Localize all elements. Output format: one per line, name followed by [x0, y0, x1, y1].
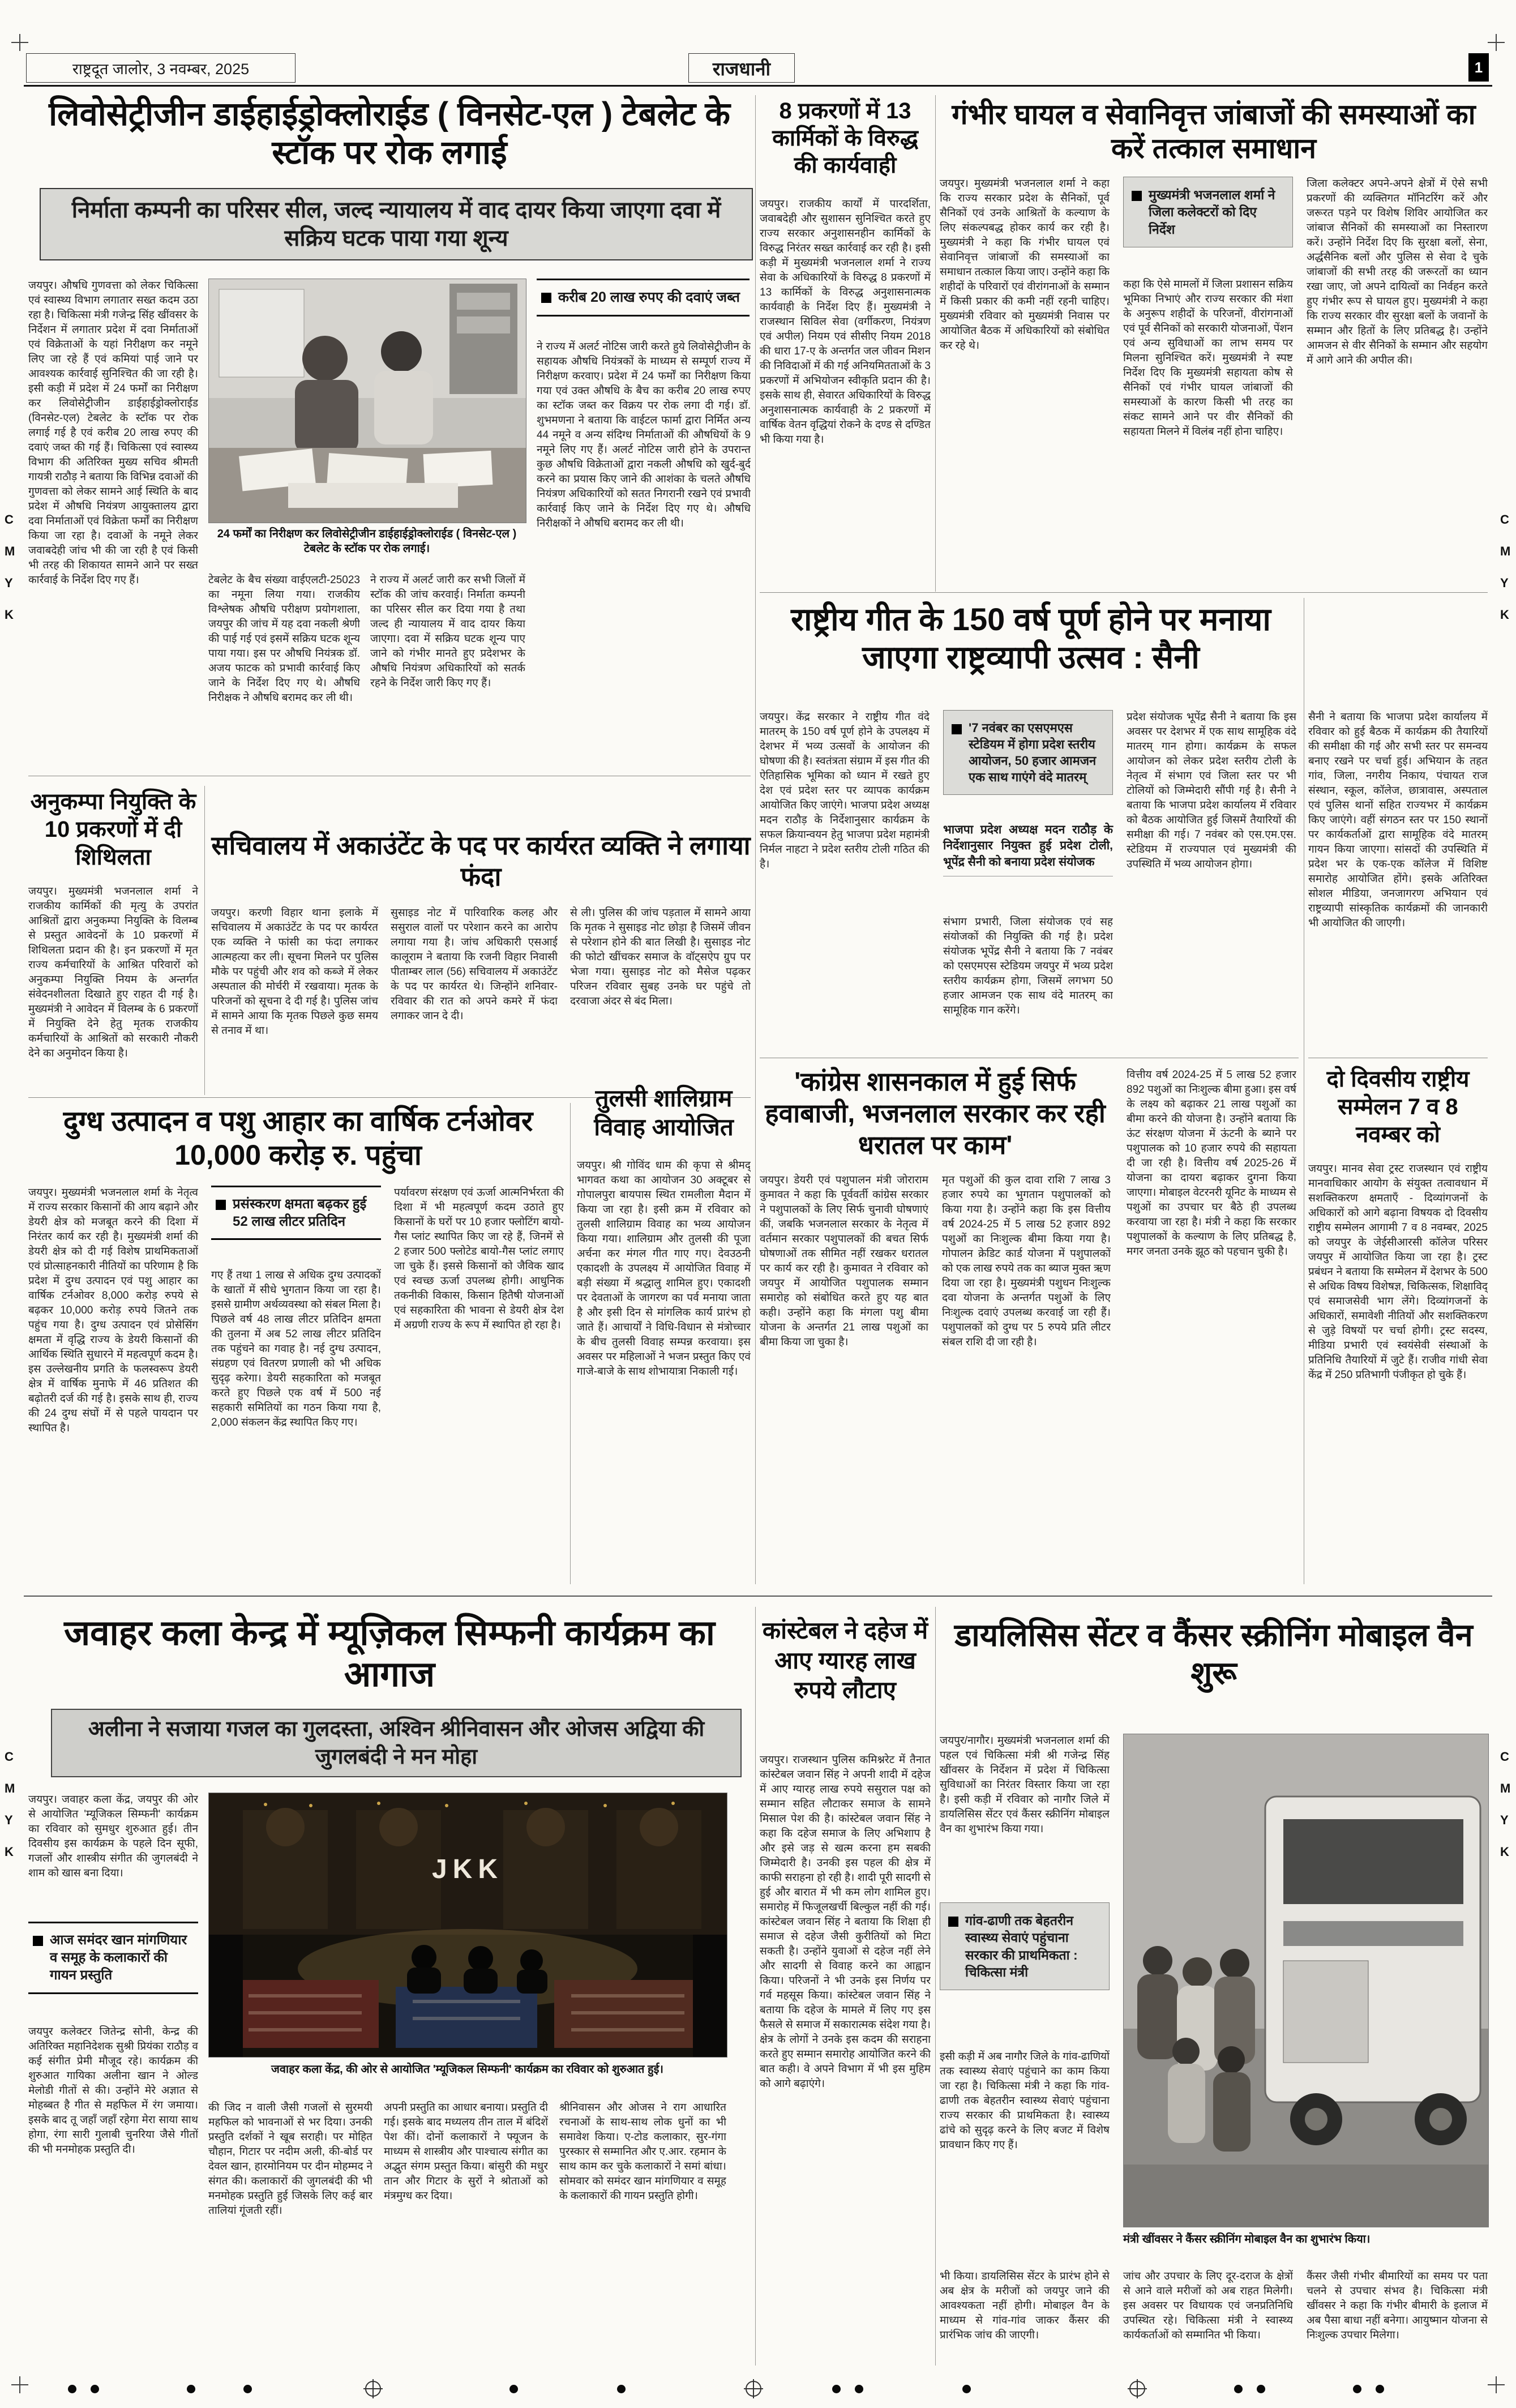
bullet-square-icon: [1132, 191, 1142, 201]
article-tulsi-headline: तुलसी शालिग्राम विवाह आयोजित: [594, 1085, 734, 1141]
drug-photo-caption: 24 फर्मों का निरीक्षण कर लिवोसेट्रीजीन डाईहाईड्रोक्लोराईड ( विनसेट-एल ) टेबलेट के स्टॉक पर रोक लगाई।: [217, 528, 517, 555]
article-suicide-body-col: सुसाइड नोट में पारिवारिक कलह और ससुराल वालों पर परेशान करने का आरोप लगाया गया है। जांच अधिकारी एसआई कालूराम ने बताया कि रजनी विहार निवासी पीताम्बर लाल (56) सचिवालय में अकाउंटेंट के पद पर कार्यरत थे। जिन्होंने शनिवार-रविवार की रात को अपने कमरे में फंदा लगाकर जान दे दी।: [391, 907, 558, 1023]
column-rule: [570, 1103, 571, 1584]
column-rule: [935, 95, 936, 592]
print-dot: [1376, 2385, 1384, 2393]
article-jkk-body-col: श्रीनिवासन और ओजस ने राग आधारित रचनाओं के साथ-साथ लोक धुनों का भी समावेश किया। ए-टोड कलाकार, सुर-गंगा पुरस्कार से सम्मानित और ए.आर. रहमान के साथ काम कर चुके कलाकारों ने समां बांधा। सोमवार को समंदर खान मांगणियार व समूह के कलाकारों की गायन प्रस्तुति होगी।: [559, 2102, 726, 2202]
article-jkk-body-col: अपनी प्रस्तुति का आधार बनाया। प्रस्तुति दी गई। इसके बाद मध्यलय तीन ताल में बंदिशें पेश कीं। दोनों कलाकारों ने फ्यूजन के माध्यम से शास्त्रीय और पाश्चात्य संगीत का अद्भुत संगम प्रस्तुत किया। बांसुरी की मधुर तान और गिटार के सुरों ने श्रोताओं को मंत्रमुग्ध कर दिया।: [384, 2102, 548, 2202]
registration-crosshair: [1127, 2378, 1148, 2400]
article-compassionate-body: जयपुर। मुख्यमंत्री भजनलाल शर्मा ने राजकीय कार्मिकों की मृत्यु के उपरांत आश्रितों द्वारा अनुकम्पा नियुक्ति के विलम्ब से प्रस्तुत आवेदनों के 10 प्रकरणों में शिथिलता प्रदान की है। इन प्रकरणों में मृत राज्य कर्मचारियों के आश्रित परिवारों को अनुकम्पा नियुक्ति नियम के अन्तर्गत संवेदनशीलता दिखाते हुए राहत दी गई है। मुख्यमंत्री ने आवेदन में विलम्ब के 6 प्रकरणों में नियुक्ति देने हेतु मृतक राजकीय कर्मचारियों के आश्रितों को सरकारी नौकरी देने का अनुमोदन किया है।: [28, 886, 198, 1060]
article-anthem-body-col: प्रदेश संयोजक भूपेंद्र सैनी ने बताया कि इस अवसर पर देशभर में एक साथ सामूहिक वंदे मातरम् गान होगा। कार्यक्रम के सफल आयोजन को लेकर प्रदेश स्तरीय टोली के नेतृत्व में संभाग एवं जिला स्तर पर भी टोलियों को जिम्मेदारी सौंपी गई है। सैनी ने बताया कि भाजपा प्रदेश कार्यालय में रविवार को बैठक आयोजित हुई जिसमें तैयारियों की समीक्षा की गई। 7 नवंबर को एस.एम.एस. स्टेडियम में राज्यपाल एवं मुख्यमंत्री की उपस्थिति में भव्य आयोजन होगा।: [1127, 711, 1296, 871]
masthead-rule: [24, 85, 1492, 87]
article-soldiers-body-col: कहा कि ऐसे मामलों में जिला प्रशासन सक्रिय भूमिका निभाएं और राज्य सरकार की मंशा के अनुरूप शहीदों के परिजनों, वीरांगनाओं एवं पूर्व सैनिकों को सरकारी योजनाओं, पेंशन एवं अन्य सुविधाओं का लाभ समय पर मिलना सुनिश्चित करें। मुख्यमंत्री ने स्पष्ट निर्देश दिए कि मुख्यमंत्री सहायता कोष से सैनिकों एवं गंभीर घायल जांबाजों की समस्याओं के कारण किसी भी तरह का संकट सामने आने पर वीर सैनिकों की सहायता मिलने में विलंब नहीं होना चाहिए।: [1123, 279, 1293, 438]
article-drug-subhead: निर्माता कम्पनी का परिसर सील, जल्द न्यायालय में वाद दायर किया जाएगा दवा में सक्रिय घटक पाया गया शून्य: [40, 188, 753, 260]
cmyk-k: K: [5, 1845, 14, 1859]
cmyk-c: C: [1500, 1750, 1509, 1764]
article-dialysis-body-col: जयपुर/नागौर। मुख्यमंत्री भजनलाल शर्मा की पहल एवं चिकित्सा मंत्री श्री गजेन्द्र सिंह खींवसर के निर्देशन में प्रदेश में चिकित्सा सुविधाओं का निरंतर विस्तार किया जा रहा है। इसी कड़ी में रविवार को नागौर जिले में डायलिसिस सेंटर एवं कैंसर स्क्रीनिंग मोबाइल वैन का शुभारंभ किया गया।: [940, 1735, 1110, 1836]
cmyk-k: K: [1500, 1845, 1509, 1859]
jkk-photo-caption: जवाहर कला केंद्र, की ओर से आयोजित 'म्यूजिकल सिम्फनी' कार्यक्रम का रविवार को शुरुआत हुई।: [271, 2063, 663, 2076]
article-congress-body-col: वित्तीय वर्ष 2024-25 में 5 लाख 52 हजार 892 पशुओं का निःशुल्क बीमा हुआ। इस वर्ष के लक्ष्य को बढ़ाकर 21 लाख पशुओं का बीमा करने की योजना है। उन्होंने बताया कि ऊंट संरक्षण योजना में ऊंटनी के ब्याने पर पशुपालक को 10 हजार रुपये की सहायता दी जा रही है। वित्तीय वर्ष 2025-26 में योजना का दायरा बढ़ाकर दुगना किया जाएगा। मोबाइल वेटरनरी यूनिट के माध्यम से पशुओं का उपचार घर बैठे ही उपलब्ध करवाया जा रहा है। मंत्री ने कहा कि सरकार पशुपालकों के कल्याण के लिए प्रतिबद्ध है, मगर जनता उनके झूठ को पहचान चुकी है।: [1127, 1069, 1296, 1258]
article-jkk-body-col: जयपुर। जवाहर कला केंद्र, जयपुर की ओर से आयोजित 'म्यूजिकल सिम्फनी' कार्यक्रम का रविवार को सुमधुर शुरुआत हुई। तीन दिवसीय इस कार्यक्रम के पहले दिन सूफी, गजलों और शास्त्रीय संगीत की जुगलबंदी ने शाम को खास बना दिया।: [28, 1794, 198, 1880]
article-action8-body: जयपुर। राजकीय कार्यों में पारदर्शिता, जवाबदेही और सुशासन सुनिश्चित करते हुए राज्य सरकार अनुशासनहीन कार्मिकों के विरुद्ध निरंतर सख्त कार्रवाई कर रही है। इसी कड़ी में मुख्यमंत्री भजनलाल शर्मा ने राज्य सेवा के अधिकारियों के विरुद्ध 8 प्रकरणों में 13 कार्मिकों के विरुद्ध अनुशासनात्मक कार्यवाही के निर्देश दिए हैं। मुख्यमंत्री ने राजस्थान सिविल सेवा (वर्गीकरण, नियंत्रण एवं अपील) नियम एवं सीसीए नियम 2018 की धारा 17-ए के अन्तर्गत जल जीवन मिशन की निविदाओं में की गई अनियमितताओं के 3 प्रकरणों में अभियोजन स्वीकृति प्रदान की है। इसके साथ ही, सेवारत अधिकारियों के विरुद्ध अनुशासनात्मक कार्यवाही के 2 प्रकरणों में वार्षिक वेतन वृद्धियां रोकने के दण्ड से दण्डित भी किया गया है।: [760, 198, 931, 446]
article-anthem-body-col: संभाग प्रभारी, जिला संयोजक एवं सह संयोजकों की नियुक्ति की गई है। प्रदेश संयोजक भूपेंद्र सैनी ने बताया कि 7 नवंबर को एसएमएस स्टेडियम जयपुर में भव्य प्रदेश स्तरीय कार्यक्रम होगा, जिसमें लगभग 50 हजार आमजन एक साथ वंदे मातरम् का सामूहिक गान करेंगे।: [943, 916, 1113, 1017]
jkk-stage-photo: [208, 1793, 727, 2058]
print-dot: [962, 2385, 971, 2393]
print-dot: [1234, 2385, 1243, 2393]
bullet-square-icon: [952, 724, 962, 734]
column-rule: [755, 95, 756, 1584]
dialysis-note-text: गांव-ढाणी तक बेहतरीन स्वास्थ्य सेवाएं पहुंचाना सरकार की प्राथमिकता : चिकित्सा मंत्री: [965, 1913, 1078, 1980]
article-dialysis-body-col: इसी कड़ी में अब नागौर जिले के गांव-ढाणियों तक स्वास्थ्य सेवाएं पहुंचाने का काम किया जा रहा है। चिकित्सा मंत्री ने कहा कि गांव-ढाणी तक बेहतरीन स्वास्थ्य सेवाएं पहुंचाना राज्य सरकार की प्राथमिकता है। स्वास्थ्य ढांचे को सुदृढ़ करने के लिए बजट में विशेष प्रावधान किए गए हैं।: [940, 2051, 1110, 2152]
registration-mark: [1487, 33, 1506, 52]
drug-highlight-text: करीब 20 लाख रुपए की दवाएं जब्त: [558, 289, 740, 305]
cmyk-m: M: [1500, 1781, 1511, 1795]
print-dot: [187, 2385, 195, 2393]
article-suicide-headline: सचिवालय में अकाउंटेंट के पद पर कार्यरत व्यक्ति ने लगाया फंदा: [211, 831, 751, 892]
registration-mark: [1487, 2375, 1506, 2394]
print-dot: [243, 2385, 252, 2393]
article-constable-body: जयपुर। राजस्थान पुलिस कमिश्नरेट में तैनात कांस्टेबल जवान सिंह ने अपनी शादी में दहेज में आए ग्यारह लाख रुपये ससुराल पक्ष को सम्मान सहित लौटाकर समाज के सामने मिसाल पेश की है। कांस्टेबल जवान सिंह ने कहा कि दहेज समाज के लिए अभिशाप है और इसे जड़ से खत्म करना हम सबकी जिम्मेदारी है। उनकी इस पहल की क्षेत्र में काफी सराहना हो रही है। शादी पूरी सादगी से हुई और बारात में भी कम लोग शामिल हुए। समारोह में फिजूलखर्ची बिल्कुल नहीं की गई। कांस्टेबल जवान सिंह ने बताया कि शिक्षा ही समाज से दहेज जैसी कुरीतियों को मिटा सकती है। उन्होंने युवाओं से दहेज नहीं लेने और सादगी से विवाह करने का आह्वान किया। परिजनों ने भी उनके इस निर्णय पर गर्व महसूस किया। कांस्टेबल जवान सिंह ने बताया कि दहेज के मामले में लिए गए इस फैसले से समाज में सकारात्मक संदेश गया है। क्षेत्र के लोगों ने उनके इस कदम की सराहना करते हुए सम्मान समारोह आयोजित करने की बात कही। वे अपने विभाग में भी इस मुहिम को आगे बढ़ाएंगे।: [760, 1754, 931, 2090]
section-rule: [24, 1596, 1492, 1597]
cmyk-m: M: [5, 1781, 15, 1795]
print-dot: [832, 2385, 841, 2393]
article-dairy-body-col: जयपुर। मुख्यमंत्री भजनलाल शर्मा के नेतृत्व में राज्य सरकार किसानों की आय बढ़ाने और डेयरी क्षेत्र को मजबूत करने की दिशा में निरंतर कार्य कर रही है। मुख्यमंत्री शर्मा की डेयरी क्षेत्र को दी गई विशेष प्राथमिकताओं एवं प्रोत्साहनकारी नीतियों का परिणाम है कि प्रदेश में दुग्ध उत्पादन एवं पशु आहार का वार्षिक टर्नओवर 8,000 करोड़ रुपये से बढ़कर 10,000 करोड़ रुपये जितने तक पहुंच गया है। दुग्ध उत्पादन एवं प्रोसेसिंग क्षमता में वृद्धि राज्य के डेयरी किसानों की आर्थिक स्थिति सुधारने में महत्वपूर्ण कदम है। इस उल्लेखनीय प्रगति के फलस्वरूप डेयरी क्षेत्र में वार्षिक मुनाफे में 46 प्रतिशत की बढ़ोतरी दर्ज की गई है। इसके साथ ही, राज्य की 24 दुग्ध संघों में से पहले पायदान पर स्थापित है।: [28, 1187, 198, 1435]
bullet-square-icon: [541, 293, 551, 303]
registration-mark: [10, 33, 29, 52]
registration-mark: [10, 2375, 29, 2394]
jkk-logo-text: JKK: [431, 1854, 504, 1884]
registration-crosshair: [362, 2378, 384, 2400]
dairy-highlight-box: [211, 1186, 381, 1240]
print-dot: [91, 2385, 99, 2393]
article-congress-body-col: मृत पशुओं की कुल दावा राशि 7 लाख 3 हजार रुपये का भुगतान पशुपालकों को किया गया है। उन्होंने कहा कि इस वित्तीय वर्ष 2024-25 में 5 लाख 52 हजार 892 पशुओं का निःशुल्क बीमा किया गया है। गोपालन क्रेडिट कार्ड योजना में पशुपालकों को एक लाख रुपये तक का ब्याज मुक्त ऋण दिया जा रहा है। मुख्यमंत्री पशुधन निःशुल्क दवा योजना के अन्तर्गत पशुओं के लिए निःशुल्क दवाएं उपलब्ध करवाई जा रही हैं। पशुपालकों को दुग्ध पर 5 रुपये प्रति लीटर संबल राशि दी जा रही है।: [942, 1174, 1111, 1349]
cmyk-m: M: [5, 544, 15, 558]
article-dairy-body-col: गए हैं तथा 1 लाख से अधिक दुग्ध उत्पादकों के खातों में सीधे भुगतान किया जा रहा है। इससे ग्रामीण अर्थव्यवस्था को संबल मिला है। पिछले वर्ष 48 लाख लीटर प्रतिदिन क्षमता की तुलना में अब 52 लाख लीटर प्रतिदिन तक पहुंचने का गवाह है। नई दुग्ध उत्पादन, संग्रहण एवं वितरण प्रणाली को भी अधिक सुदृढ़ करेगा। डेयरी सहकारिता को मजबूत करते हुए पिछले एक वर्ष में 500 नई सहकारी समितियों का गठन किया गया है, 2,000 संकलन केंद्र स्थापित किए गए।: [211, 1269, 381, 1429]
article-dairy-body-col: पर्यावरण संरक्षण एवं ऊर्जा आत्मनिर्भरता की दिशा में भी महत्वपूर्ण कदम उठाते हुए किसानों के घरों पर 10 हजार फ्लोटिंग बायो-गैस प्लांट स्थापित किए जा रहे हैं, जिनमें से 2 हजार 500 फ्लोटेड बायो-गैस प्लांट लगाए जा चुके हैं। इससे किसानों को जैविक खाद एवं स्वच्छ ऊर्जा उपलब्ध होगी। आधुनिक तकनीकी विकास, किसान हितैषी योजनाओं एवं सहकारिता की भावना से डेयरी क्षेत्र देश में अग्रणी राज्य के रूप में स्थापित हो रहा है।: [394, 1187, 564, 1332]
article-congress-body-col: जयपुर। डेयरी एवं पशुपालन मंत्री जोराराम कुमावत ने कहा कि पूर्ववर्ती कांग्रेस सरकार ने पशुपालकों के लिए सिर्फ चुनावी घोषणाएं कीं, जबकि भजनलाल सरकार के नेतृत्व में वर्तमान सरकार पशुपालकों की बचत सिर्फ घोषणाओं तक सीमित नहीं रखकर धरातल पर कार्य कर रही है। कुमावत ने रविवार को जयपुर में आयोजित पशुपालक सम्मान समारोह को संबोधित करते हुए यह बात कही। उन्होंने कहा कि मंगला पशु बीमा योजना के अन्तर्गत 21 लाख पशुओं का बीमा किया जा चुका है।: [760, 1174, 928, 1349]
cmyk-m: M: [1500, 544, 1511, 558]
article-drug-body-col: जयपुर। औषधि गुणवत्ता को लेकर चिकित्सा एवं स्वास्थ्य विभाग लगातार सख्त कदम उठा रहा है। चिकित्सा मंत्री गजेन्द्र सिंह खींवसर के निर्देशन में लगातार प्रदेश में दवा निर्माताओं एवं विक्रेताओं के यहां निरीक्षण कर नमूने लिए जा रहे हैं एवं कमियां पाई जाने पर आवश्यक कार्रवाई सुनिश्चित की जा रही है। इसी कड़ी में प्रदेश में 24 फर्मों का निरीक्षण कर लिवोसेट्रीजीन डाईहाईड्रोक्लोराईड (विनसेट-एल) टेबलेट के स्टॉक पर रोक लगाई गई है एवं करीब 20 लाख रुपए की दवाएं जब्त की गई हैं। चिकित्सा एवं स्वास्थ्य विभाग की अतिरिक्त मुख्य सचिव श्रीमती गायत्री राठौड़ ने बताया कि विभिन्न दवाओं की गुणवत्ता को लेकर सामने आई स्थिति के बाद प्रदेश में औषधि नियंत्रण आयुक्तालय द्वारा दवा निर्माताओं एवं विक्रेता फर्मों का निरीक्षण किया जा रहा है। दवाओं के नमूने लेकर जवाबदेही जांच भी की जा रही है एवं किसी भी तरह की शिकायत सामने आने पर सख्त कार्रवाई के निर्देश दिए गए हैं।: [28, 280, 198, 587]
cmyk-marks-left-bottom: [5, 1750, 15, 1859]
cmyk-k: K: [5, 608, 14, 622]
article-summit-headline: दो दिवसीय राष्ट्रीय सम्मेलन 7 व 8 नवम्बर को: [1326, 1067, 1470, 1147]
page-number: 1: [1468, 53, 1489, 82]
dairy-highlight-text: प्रसंस्करण क्षमता बढ़कर हुई 52 लाख लीटर प्रतिदिन: [233, 1196, 367, 1230]
cmyk-y: Y: [5, 576, 13, 590]
jkk-highlight-box: [28, 1922, 198, 1994]
article-drug-body-col: टेबलेट के बैच संख्या वाईएलटी-25023 का नमूना लिया गया। राजकीय विश्लेषक औषधि परीक्षण प्रयोगशाला, जयपुर की जांच में यह दवा नकली श्रेणी की पाई गई एवं इसमें सक्रिय घटक शून्य पाया गया। इस पर औषधि नियंत्रक डॉ. अजय फाटक को प्रभावी कार्रवाई किए जाने के निर्देश दिए गए थे। औषधि निरीक्षक ने औषधि बरामद कर ली थी।: [208, 574, 360, 704]
bullet-square-icon: [216, 1200, 226, 1210]
column-rule: [204, 786, 205, 1095]
bullet-square-icon: [948, 1917, 958, 1927]
article-dialysis-headline: डायलिसिस सेंटर व कैंसर स्क्रीनिंग मोबाइल वैन शुरू: [954, 1617, 1473, 1691]
article-constable-headline: कांस्टेबल ने दहेज में आए ग्यारह लाख रुपये लौटाए: [762, 1617, 928, 1703]
column-rule: [755, 1607, 756, 2366]
registration-crosshair: [743, 2378, 764, 2400]
article-dairy-headline: दुग्ध उत्पादन व पशु आहार का वार्षिक टर्नओवर 10,000 करोड़ रु. पहुंचा: [63, 1105, 533, 1171]
article-compassionate-headline: अनुकम्पा नियुक्ति के 10 प्रकरणों में दी शिथिलता: [30, 789, 196, 870]
article-dialysis-body-col: जांच और उपचार के लिए दूर-दराज के क्षेत्रों से आने वाले मरीजों को अब राहत मिलेगी। इस अवसर पर विधायक एवं जनप्रतिनिधि उपस्थित रहे। चिकित्सा मंत्री ने स्वास्थ्य कार्यकर्ताओं को सम्मानित भी किया।: [1123, 2270, 1293, 2342]
soldiers-note-box: [1123, 177, 1293, 247]
article-soldiers-body-col: जिला कलेक्टर अपने-अपने क्षेत्रों में ऐसे सभी प्रकरणों की व्यक्तिगत मॉनिटरिंग करें और जरूरत पड़ने पर विशेष शिविर आयोजित कर जांबाज सैनिकों की समस्याओं का निस्तारण करें। उन्होंने निर्देश दिए कि सुरक्षा बलों, सेना, अर्द्धसैनिक बलों और पुलिस से सेवा दे चुके जांबाजों की सभी तरह की जरूरतों का ध्यान रखा जाए, जो अपने दायित्वों का निर्वहन करते हुए गंभीर रूप से घायल हुए। मुख्यमंत्री ने कहा कि राज्य सरकार वीर सुरक्षा बलों के जवानों के सम्मान और हितों के लिए प्रतिबद्ध है। उन्होंने आमजन से वीर सैनिकों के सम्मान और सहयोग में आगे आने की अपील की।: [1307, 178, 1488, 367]
article-anthem-headline: राष्ट्रीय गीत के 150 वर्ष पूर्ण होने पर मनाया जाएगा राष्ट्रव्यापी उत्सव : सैनी: [791, 601, 1271, 675]
article-jkk-body-col: की जिद न वाली जैसी गजलों से सुरमयी महफिल को भावनाओं से भर दिया। उनकी प्रस्तुति दर्शकों ने खूब सराही। पर मोहित चौहान, गिटार पर नदीम अली, की-बोर्ड पर देवल खान, हारमोनियम पर दीन मोहम्मद ने संगत की। कलाकारों की जुगलबंदी की भी मनमोहक प्रस्तुति हुई जिसके लिए कई बार तालियां गूंजती रहीं।: [208, 2102, 372, 2217]
article-suicide-body-col: जयपुर। करणी विहार थाना इलाके में सचिवालय में अकाउंटेंट के पद पर कार्यरत एक व्यक्ति ने फांसी का फंदा लगाकर आत्महत्या कर ली। सूचना मिलने पर पुलिस मौके पर पहुंची और शव को कब्जे में लेकर अस्पताल की मोर्चरी में रखवाया। मृतक के परिजनों को सूचना दे दी गई है। पुलिस जांच में सामने आया कि मृतक पिछले कुछ समय से तनाव में था।: [211, 907, 378, 1037]
article-drug-body-col: ने राज्य में अलर्ट नोटिस जारी करते हुये लिवोसेट्रीजीन के सहायक औषधि नियंत्रकों के माध्यम से सम्पूर्ण राज्य में निरीक्षण करवाए। प्रदेश में 24 फर्मों का निरीक्षण किया गया एवं उक्त औषधि के बैच का करीब 20 लाख रुपए का स्टॉक जब्त कर विक्रय पर रोक लगा दी गई। डॉ. शुभमणना ने बताया कि वाईटल फार्मा द्वारा निर्मित अन्य 44 नमूने व अन्य संदिग्ध निर्माताओं की औषधियों के 9 नमूने लिए गए हैं। अलर्ट नोटिस जारी होने के उपरान्त कुछ औषधि विक्रेताओं द्वारा नकली औषधि को खुर्द-बुर्द करने का प्रयास किए जाने की आशंका के चलते औषधि नियंत्रण अधिकारियों को सतत निगरानी रखने एवं प्रभावी कार्रवाई किए जाने के निर्देश दिए गए थे। औषधि निरीक्षकों ने औषधि बरामद कर ली थी।: [537, 341, 751, 530]
print-dot: [617, 2385, 626, 2393]
article-congress-headline: 'कांग्रेस शासनकाल में हुई सिर्फ हवाबाजी, भजनलाल सरकार कर रही धरातल पर काम': [765, 1067, 1106, 1160]
article-summit-body: जयपुर। मानव सेवा ट्रस्ट राजस्थान एवं राष्ट्रीय मानवाधिकार आयोग के संयुक्त तत्वावधान में सशक्तिकरण क्षमताएँ - दिव्यांगजनों के अधिकारों को आगे बढ़ाना विषयक दो दिवसीय राष्ट्रीय सम्मेलन आगामी 7 व 8 नवम्बर, 2025 को जयपुर के जेईसीआरसी कॉलेज परिसर जयपुर में आयोजित किया जा रहा है। ट्रस्ट प्रबंधन ने बताया कि सम्मेलन में देशभर के 500 से अधिक विषय विशेषज्ञ, चिकित्सक, शिक्षाविद् एवं समाजसेवी भाग लेंगे। दिव्यांगजनों के अधिकारों, समावेशी नीतियों और सशक्तिकरण से जुड़े विषयों पर चर्चा होगी। ट्रस्ट सदस्य, मीडिया प्रभारी एवं स्वयंसेवी संस्थाओं के प्रतिनिधि तैयारियों में जुटे हैं। राजीव गांधी सेवा केंद्र में 250 प्रतिभागी पंजीकृत हो चुके हैं।: [1308, 1163, 1488, 1382]
anthem-bold-note: भाजपा प्रदेश अध्यक्ष मदन राठौड़ के निर्देशानुसार नियुक्त हुई प्रदेश टोली, भूपेंद्र सैनी को बनाया प्रदेश संयोजक: [943, 822, 1113, 876]
drug-inspection-photo: [208, 279, 526, 523]
section-rule: [760, 592, 1488, 593]
anthem-note-box: [943, 710, 1113, 795]
print-dot: [509, 2385, 518, 2393]
masthead-edition: राष्ट्रदूत जालोर, 3 नवम्बर, 2025: [26, 53, 296, 83]
article-dialysis-body-col: कैंसर जैसी गंभीर बीमारियों का समय पर पता चलने से उपचार संभव है। चिकित्सा मंत्री खींवसर ने कहा कि गंभीर बीमारी के इलाज में अब पैसा बाधा नहीं बनेगा। आयुष्मान योजना से निःशुल्क उपचार मिलेगा।: [1307, 2270, 1488, 2342]
article-suicide-body-col: से ली। पुलिस की जांच पड़ताल में सामने आया कि मृतक ने सुसाइड नोट छोड़ा है जिसमें जीवन से परेशान होने की बात लिखी है। सुसाइड नोट की फोटो खींचकर समाज के वॉट्सऐप ग्रुप पर भेजा गया। सुसाइड नोट को मैसेज पढ़कर परिजन रविवार सुबह उनके घर पहुंचे तो दरवाजा अंदर से बंद मिला।: [570, 907, 751, 1008]
masthead-section: राजधानी: [688, 53, 795, 83]
print-dot: [68, 2385, 76, 2393]
article-dialysis-body-col: भी किया। डायलिसिस सेंटर के प्रारंभ होने से अब क्षेत्र के मरीजों को जयपुर जाने की आवश्यकता नहीं होगी। मोबाइल वैन के माध्यम से गांव-गांव जाकर कैंसर की प्रारंभिक जांच की जाएगी।: [940, 2270, 1110, 2342]
article-soldiers-headline: गंभीर घायल व सेवानिवृत्त जांबाजों की समस्याओं का करें तत्काल समाधान: [952, 99, 1476, 164]
print-dot: [1257, 2385, 1265, 2393]
column-rule: [935, 1607, 936, 2366]
cmyk-c: C: [5, 1750, 14, 1764]
print-dot: [855, 2385, 863, 2393]
article-soldiers-body-col: जयपुर। मुख्यमंत्री भजनलाल शर्मा ने कहा कि राज्य सरकार प्रदेश के सैनिकों, पूर्व सैनिकों एवं उनके आश्रितों के कल्याण के लिए संकल्पबद्ध होकर कार्य कर रही है। मुख्यमंत्री ने कहा कि गंभीर घायल एवं सेवानिवृत्त जांबाजों की समस्याओं का समाधान तत्काल किया जाए। उन्होंने कहा कि शहीदों के परिवारों एवं वीरांगनाओं के सम्मान में किसी प्रकार की कमी नहीं रहनी चाहिए। मुख्यमंत्री रविवार को मुख्यमंत्री निवास पर आयोजित बैठक में अधिकारियों को संबोधित कर रहे थे।: [940, 178, 1110, 352]
cmyk-marks-right-top: [1500, 512, 1510, 622]
cmyk-marks-left-top: [5, 512, 15, 622]
article-drug-body-col: ने राज्य में अलर्ट जारी कर सभी जिलों में स्टॉक की जांच करवाई। निर्माता कम्पनी का परिसर सील कर दिया गया है तथा जल्द ही न्यायालय में वाद दायर किया जाएगा। दवा में सक्रिय घटक शून्य पाए जाने को गंभीर मानते हुए प्रदेशभर के औषधि नियंत्रण अधिकारियों को सतर्क रहने के निर्देश जारी किए गए हैं।: [370, 574, 525, 690]
cmyk-c: C: [1500, 512, 1509, 527]
article-action8-headline: 8 प्रकरणों में 13 कार्मिकों के विरुद्ध की कार्यवाही: [772, 99, 918, 178]
article-tulsi-body: जयपुर। श्री गोविंद धाम की कृपा से श्रीमद् भागवत कथा का आयोजन 30 अक्टूबर से गोपालपुरा बायपास स्थित रामलीला मैदान में किया जा रहा है। इसी क्रम में रविवार को तुलसी शालिग्राम विवाह का भव्य आयोजन किया गया। शालिग्राम और तुलसी की पूजा अर्चना कर मंगल गीत गाए गए। देवउठनी एकादशी के उपलक्ष्य में आयोजित विवाह में बड़ी संख्या में श्रद्धालु शामिल हुए। एकादशी पर देवताओं के जागरण का पर्व मनाया जाता है और इसी दिन से मांगलिक कार्य प्रारंभ हो जाते हैं। आचार्यों ने विधि-विधान से मंत्रोच्चार के बीच तुलसी विवाह सम्पन्न करवाया। इस अवसर पर महिलाओं ने भजन प्रस्तुत किए एवं गाजे-बाजे के साथ शोभायात्रा निकाली गई।: [577, 1160, 751, 1378]
mobile-van-photo: [1123, 1734, 1489, 2227]
article-anthem-body-col: जयपुर। केंद्र सरकार ने राष्ट्रीय गीत वंदे मातरम् के 150 वर्ष पूर्ण होने के उपलक्ष्य में देशभर में भव्य उत्सवों के आयोजन की घोषणा की है। स्वतंत्रता संग्राम में इस गीत की ऐतिहासिक भूमिका को ध्यान में रखते हुए देश एवं प्रदेश स्तर पर व्यापक कार्यक्रम आयोजित किए जाएंगे। भाजपा प्रदेश अध्यक्ष मदन राठौड़ के निर्देशानुसार कार्यक्रम के सफल क्रियान्वयन हेतु भाजपा प्रदेश महामंत्री निर्मल नाहटा ने प्रदेश स्तरीय टोली गठित की है।: [760, 711, 930, 871]
article-anthem-body-col: सैनी ने बताया कि भाजपा प्रदेश कार्यालय में रविवार को हुई बैठक में कार्यक्रम की तैयारियों की समीक्षा की गई और सभी स्तर पर समन्वय बनाए रखने पर चर्चा हुई। अभियान के तहत गांव, जिला, नगरीय निकाय, पंचायत राज संस्थान, स्कूल, कॉलेज, छात्रावास, अस्पताल एवं पुलिस थानों सहित राज्यभर में कार्यक्रम किए जाएंगे। वहीं संगठन स्तर पर 150 स्थानों पर कार्यकर्ताओं द्वारा सामूहिक वंदे मातरम् गायन किया जाएगा। सांसदों की उपस्थिति में प्रदेश भर के एक-एक कॉलेज में विशिष्ट समारोह आयोजित होंगे। इसके अतिरिक्त सोशल मीडिया, जनजागरण अभियान एवं राष्ट्रव्यापी सांस्कृतिक कार्यक्रमों की जानकारी भी आयोजित की जाएगी।: [1308, 711, 1488, 930]
cmyk-marks-right-bottom: [1500, 1750, 1510, 1859]
van-photo-caption: मंत्री खींवसर ने कैंसर स्क्रीनिंग मोबाइल वैन का शुभारंभ किया।: [1123, 2233, 1371, 2246]
anthem-note-text: '7 नवंबर का एसएमएस स्टेडियम में होगा प्रदेश स्तरीय आयोजन, 50 हजार आमजन एक साथ गाएंगे वंदे मातरम्: [969, 721, 1097, 785]
cmyk-y: Y: [1500, 1813, 1509, 1827]
bullet-square-icon: [33, 1936, 43, 1946]
cmyk-c: C: [5, 512, 14, 527]
cmyk-y: Y: [5, 1813, 13, 1827]
soldiers-note-text: मुख्यमंत्री भजनलाल शर्मा ने जिला कलेक्टरों को दिए निर्देश: [1149, 187, 1275, 237]
article-jkk-body-col: जयपुर कलेक्टर जितेन्द्र सोनी, केन्द्र की अतिरिक्त महानिदेशक सुश्री प्रियंका राठौड़ व कई संगीत प्रेमी मौजूद रहे। कार्यक्रम की शुरुआत गायिका अलीना खान ने ओल्ड मेलोडी गीतों से की। उन्होंने मेरे अज्ञात से मोहब्बत है गीत से महफिल में रंग जमाया। इसके बाद तू जहाँ जहाँ रहेगा मेरा साया साथ होगा, रंगा सारी गुलाबी चुनरिया जैसे गीतों की भी मनमोहक प्रस्तुति दी।: [28, 2026, 198, 2156]
jkk-highlight-text: आज समंदर खान मांगणियार व समूह के कलाकारों की गायन प्रस्तुति: [50, 1932, 187, 1983]
cmyk-y: Y: [1500, 576, 1509, 590]
drug-highlight-box: [537, 279, 750, 316]
article-jkk-subhead: अलीना ने सजाया गजल का गुलदस्ता, अश्विन श्रीनिवासन और ओजस अद्विया की जुगलबंदी ने मन मोहा: [51, 1709, 742, 1777]
article-jkk-headline: जवाहर कला केन्द्र में म्यूज़िकल सिम्फनी कार्यक्रम का आगाज: [64, 1614, 715, 1695]
article-drug-headline: लिवोसेट्रीजीन डाईहाईड्रोक्लोराईड ( विनसेट-एल ) टेबलेट के स्टॉक पर रोक लगाई: [49, 96, 730, 172]
dialysis-note-box: [940, 1902, 1110, 1990]
print-dot: [1353, 2385, 1361, 2393]
cmyk-k: K: [1500, 608, 1509, 622]
